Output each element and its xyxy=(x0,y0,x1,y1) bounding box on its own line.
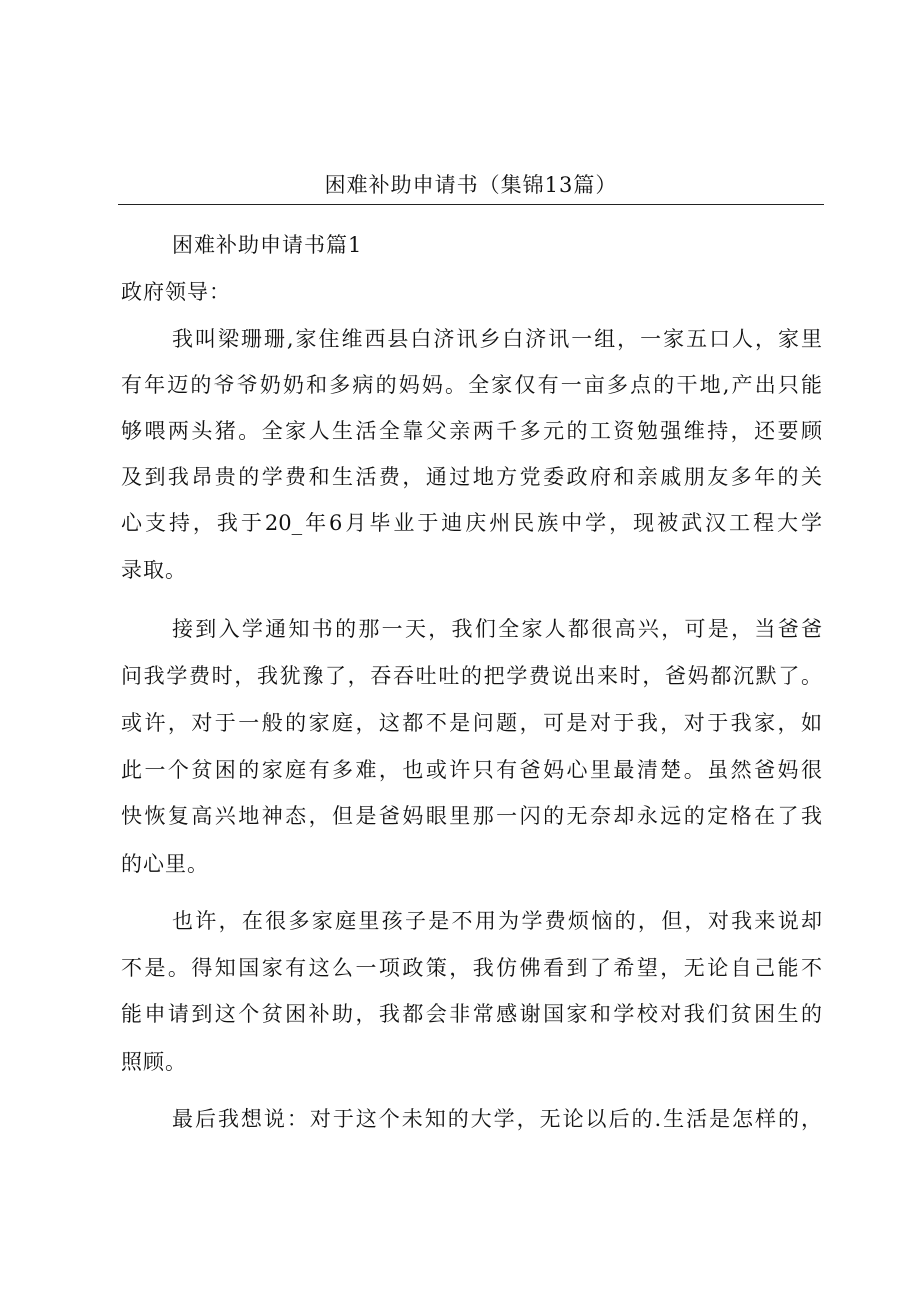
document-title: 困难补助申请书（集锦13篇） xyxy=(324,173,618,197)
salutation: 政府领导： xyxy=(121,280,231,304)
text-line: 有年迈的爷爷奶奶和多病的妈妈。全家仅有一亩多点的干地,产出只能 xyxy=(121,373,822,397)
text-line: 够喂两头猪。全家人生活全靠父亲两千多元的工资勉强维持，还要顾 xyxy=(121,419,822,443)
text-line: 的心里。 xyxy=(121,852,209,876)
text-line: 录取。 xyxy=(121,558,187,582)
text-line: 照顾。 xyxy=(121,1050,187,1074)
text-line: 不是。得知国家有这么一项政策，我仿佛看到了希望，无论自己能不 xyxy=(121,956,822,980)
title-underline xyxy=(118,204,824,205)
text-line: 心支持，我于20_年6月毕业于迪庆州民族中学，现被武汉工程大学 xyxy=(121,511,822,535)
text-line: 能申请到这个贫困补助，我都会非常感谢国家和学校对我们贫困生的 xyxy=(121,1002,822,1026)
section-heading: 困难补助申请书篇1 xyxy=(172,233,363,257)
text-line: 快恢复高兴地神态，但是爸妈眼里那一闪的无奈却永远的定格在了我 xyxy=(121,804,822,828)
text-line: 问我学费时，我犹豫了，吞吞吐吐的把学费说出来时，爸妈都沉默了。 xyxy=(121,664,822,688)
text-line: 最后我想说：对于这个未知的大学，无论以后的.生活是怎样的， xyxy=(172,1107,822,1131)
text-line: 此一个贫困的家庭有多难，也或许只有爸妈心里最清楚。虽然爸妈很 xyxy=(121,758,822,782)
text-line: 也许，在很多家庭里孩子是不用为学费烦恼的，但，对我来说却 xyxy=(172,909,822,933)
text-line: 或许，对于一般的家庭，这都不是问题，可是对于我，对于我家，如 xyxy=(121,711,822,735)
text-line: 我叫梁珊珊,家住维西县白济讯乡白济讯一组，一家五口人，家里 xyxy=(172,327,822,351)
text-line: 接到入学通知书的那一天，我们全家人都很高兴，可是，当爸爸 xyxy=(172,617,822,641)
text-line: 及到我昂贵的学费和生活费，通过地方党委政府和亲戚朋友多年的关 xyxy=(121,465,822,489)
